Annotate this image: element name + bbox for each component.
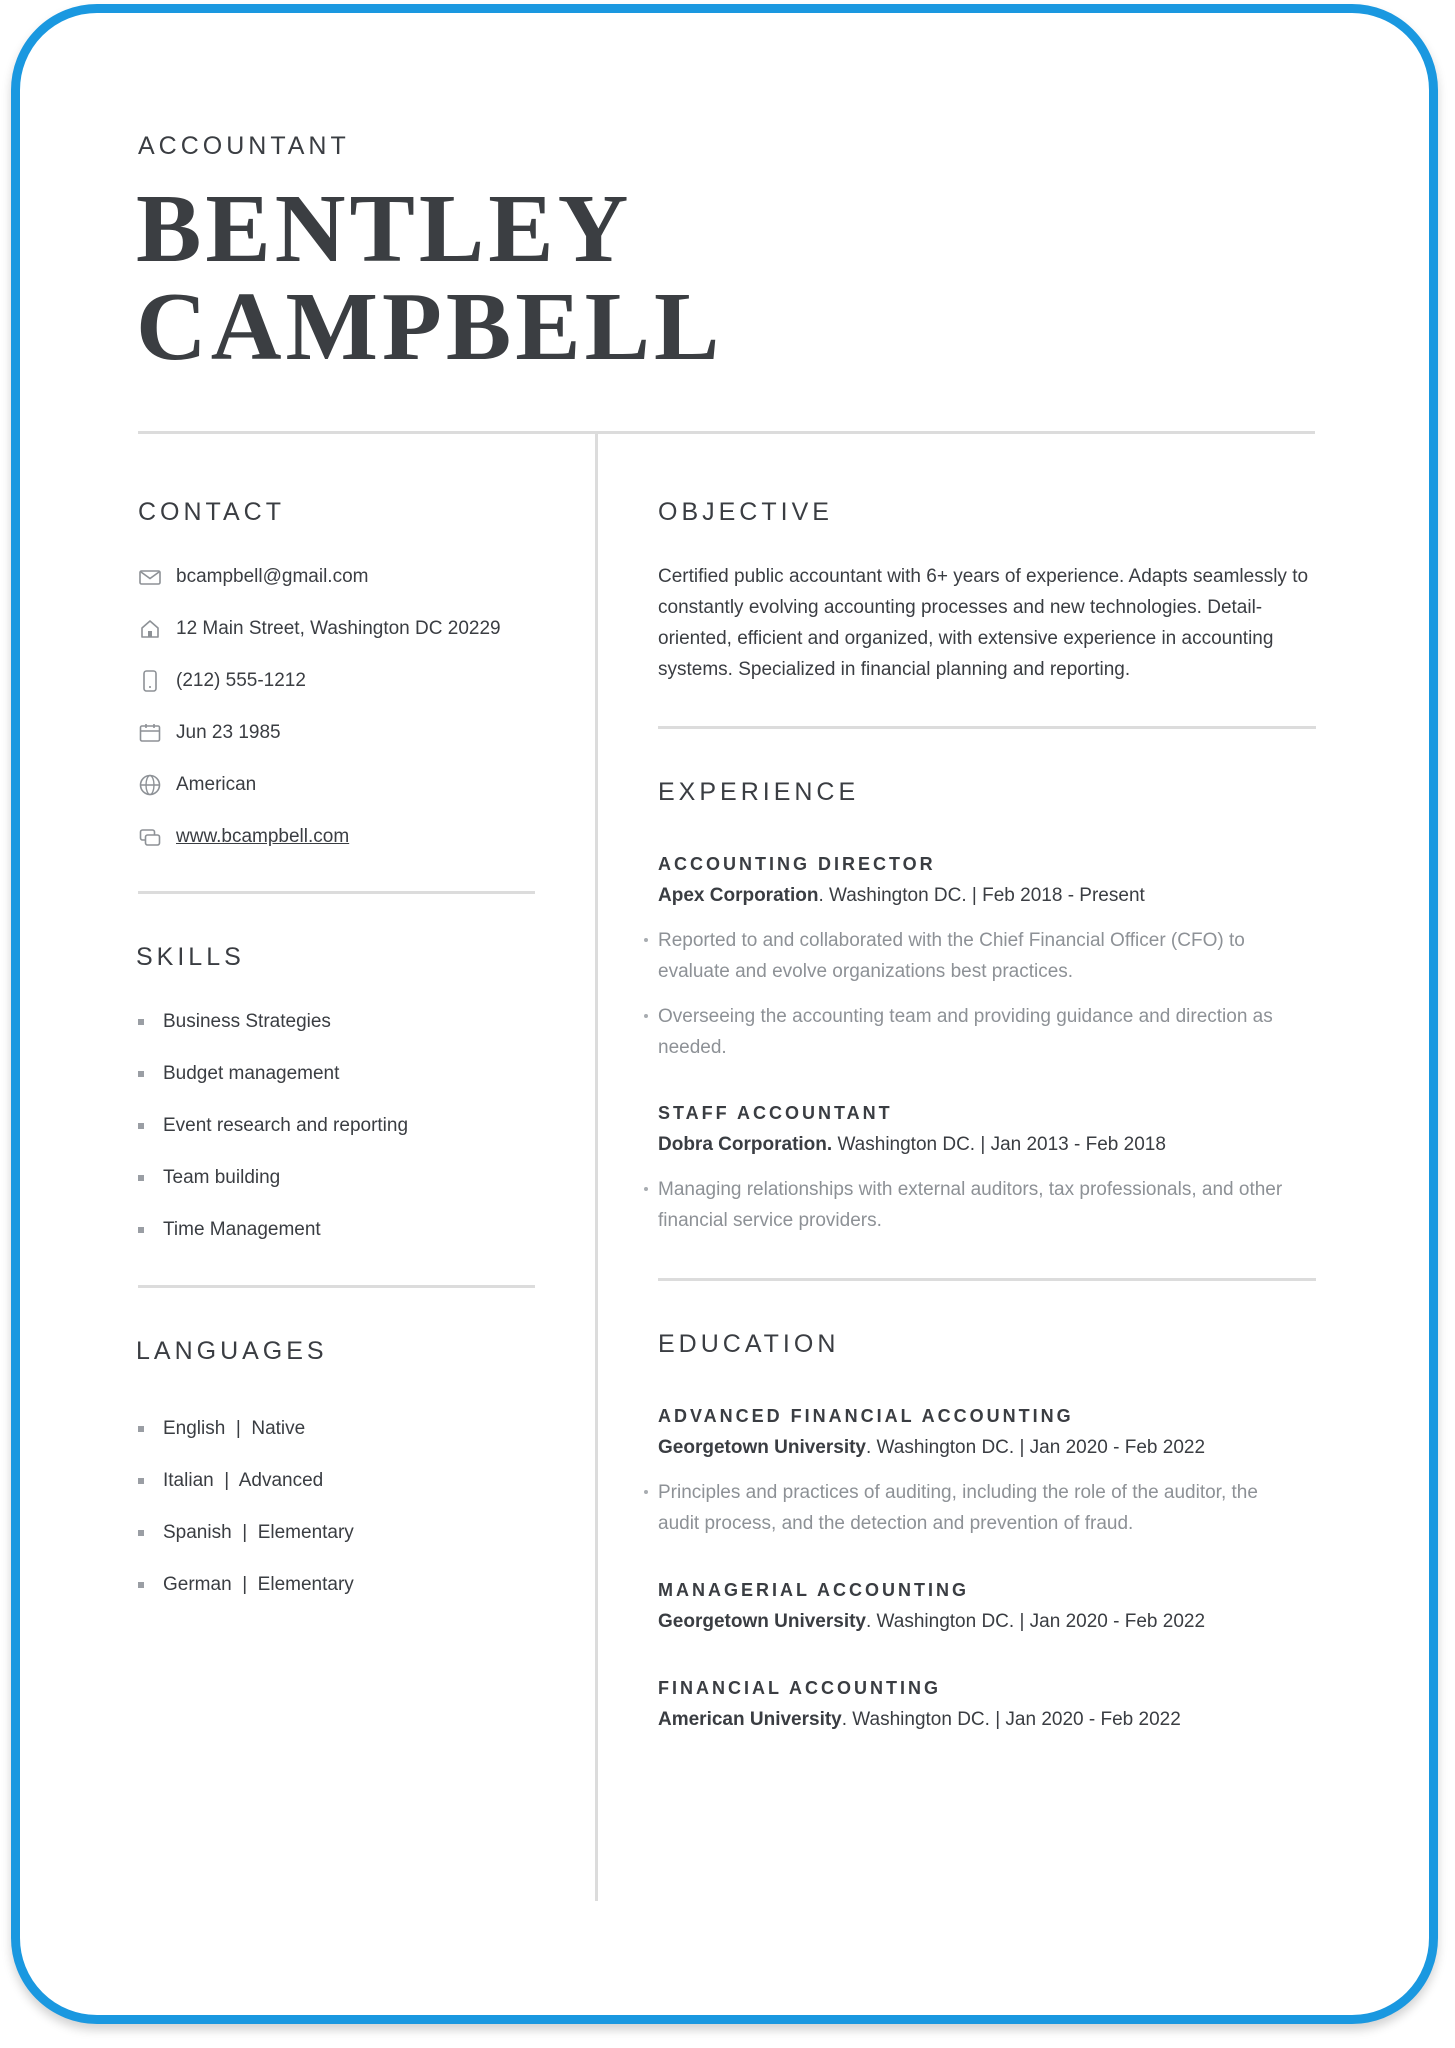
skill-label: Business Strategies (163, 1011, 331, 1032)
job-details: . Washington DC. | Feb 2018 - Present (818, 885, 1145, 906)
contact-email (138, 562, 368, 592)
bullet-square-icon (138, 1071, 144, 1077)
bullet-square-icon (138, 1478, 144, 1484)
bullet-dot-icon (644, 938, 648, 942)
bullet-dot-icon (644, 1490, 648, 1494)
skill-item (138, 1215, 321, 1245)
first-name: BENTLEY (136, 175, 633, 283)
school-line (658, 1611, 1205, 1633)
job-role: STAFF ACCOUNTANT (658, 1103, 893, 1123)
course-title: MANAGERIAL ACCOUNTING (658, 1580, 969, 1600)
objective-divider (658, 726, 1316, 729)
last-name: CAMPBELL (136, 273, 724, 381)
school-name: American University (658, 1709, 842, 1730)
language-label: German | Elementary (163, 1574, 354, 1595)
contact-divider (138, 891, 535, 894)
contact-phone-text: (212) 555-1212 (176, 670, 306, 691)
skill-label: Event research and reporting (163, 1115, 409, 1136)
language-label: Italian | Advanced (163, 1470, 324, 1491)
contact-heading: CONTACT (138, 498, 285, 526)
bullet-dot-icon (644, 1014, 648, 1018)
job-role: ACCOUNTING DIRECTOR (658, 854, 936, 874)
header-divider (138, 431, 1315, 434)
job-bullet-text: Reported to and collaborated with the Chief Financial Officer (CFO) to evaluate and evolve organizations best practices. (658, 930, 1245, 982)
home-icon (138, 617, 162, 641)
skill-item (138, 1163, 280, 1193)
school-name: Georgetown University (658, 1437, 866, 1458)
language-item (138, 1466, 323, 1496)
objective-heading: OBJECTIVE (658, 498, 833, 526)
contact-birthdate (138, 718, 281, 748)
job-details: Washington DC. | Jan 2013 - Feb 2018 (832, 1134, 1166, 1155)
experience-heading: EXPERIENCE (658, 778, 860, 806)
bullet-square-icon (138, 1175, 144, 1181)
course-bullet-text: Principles and practices of auditing, including the role of the auditor, the audit process, and the detection and prevention of fraud. (658, 1482, 1258, 1534)
contact-address-text: 12 Main Street, Washington DC 20229 (176, 618, 501, 639)
contact-birthdate-text: Jun 23 1985 (176, 722, 281, 743)
skill-label: Team building (163, 1167, 281, 1188)
contact-phone (138, 666, 306, 696)
skill-item (138, 1007, 331, 1037)
job-bullet (658, 925, 1298, 987)
course-title: ADVANCED FINANCIAL ACCOUNTING (658, 1406, 1074, 1426)
language-label: Spanish | Elementary (163, 1522, 354, 1543)
course-title: FINANCIAL ACCOUNTING (658, 1678, 941, 1698)
skill-label: Budget management (163, 1063, 340, 1084)
skills-divider (138, 1285, 535, 1288)
skill-item (138, 1059, 339, 1089)
skills-heading: SKILLS (136, 943, 245, 971)
link-icon (138, 825, 162, 849)
school-details: . Washington DC. | Jan 2020 - Feb 2022 (866, 1611, 1206, 1632)
languages-heading: LANGUAGES (136, 1337, 328, 1365)
column-divider (595, 433, 598, 1901)
job-company-line (658, 885, 1145, 907)
calendar-icon (138, 721, 162, 745)
course-bullet (658, 1477, 1298, 1539)
phone-icon (138, 669, 162, 693)
job-bullet-text: Overseeing the accounting team and providing guidance and direction as needed. (658, 1006, 1273, 1058)
company-name: Apex Corporation (658, 885, 819, 906)
website-link[interactable]: www.bcampbell.com (176, 826, 350, 847)
language-label: English | Native (163, 1418, 306, 1439)
bullet-square-icon (138, 1227, 144, 1233)
objective-text: Certified public accountant with 6+ years of experience. Adapts seamlessly to constantly evolving accounting processes and new technologies. Detail-oriented, efficient and organized, with extensive experience in accounting systems. Specialized in financial planning and reporting. (658, 566, 1309, 680)
job-bullet-text: Managing relationships with external auditors, tax professionals, and other financial service providers. (658, 1179, 1283, 1231)
contact-nationality-text: American (176, 774, 257, 795)
job-title: ACCOUNTANT (138, 132, 350, 160)
experience-divider (658, 1278, 1316, 1281)
skill-item (138, 1111, 408, 1141)
school-line (658, 1709, 1181, 1731)
job-bullet (658, 1174, 1298, 1236)
language-item (138, 1414, 305, 1444)
education-heading: EDUCATION (658, 1330, 840, 1358)
globe-icon (138, 773, 162, 797)
skill-label: Time Management (163, 1219, 321, 1240)
contact-email-text: bcampbell@gmail.com (176, 566, 369, 587)
bullet-square-icon (138, 1582, 144, 1588)
bullet-dot-icon (644, 1187, 648, 1191)
language-item (138, 1570, 354, 1600)
job-bullet (658, 1001, 1298, 1063)
contact-website[interactable] (138, 822, 349, 852)
bullet-square-icon (138, 1530, 144, 1536)
contact-address (138, 614, 501, 644)
school-line (658, 1437, 1205, 1459)
school-details: . Washington DC. | Jan 2020 - Feb 2022 (841, 1709, 1181, 1730)
company-name: Dobra Corporation. (658, 1134, 833, 1155)
bullet-square-icon (138, 1426, 144, 1432)
school-name: Georgetown University (658, 1611, 866, 1632)
job-company-line (658, 1134, 1166, 1156)
school-details: . Washington DC. | Jan 2020 - Feb 2022 (866, 1437, 1206, 1458)
envelope-icon (138, 565, 162, 589)
bullet-square-icon (138, 1123, 144, 1129)
bullet-square-icon (138, 1019, 144, 1025)
language-item (138, 1518, 354, 1548)
contact-nationality (138, 770, 256, 800)
